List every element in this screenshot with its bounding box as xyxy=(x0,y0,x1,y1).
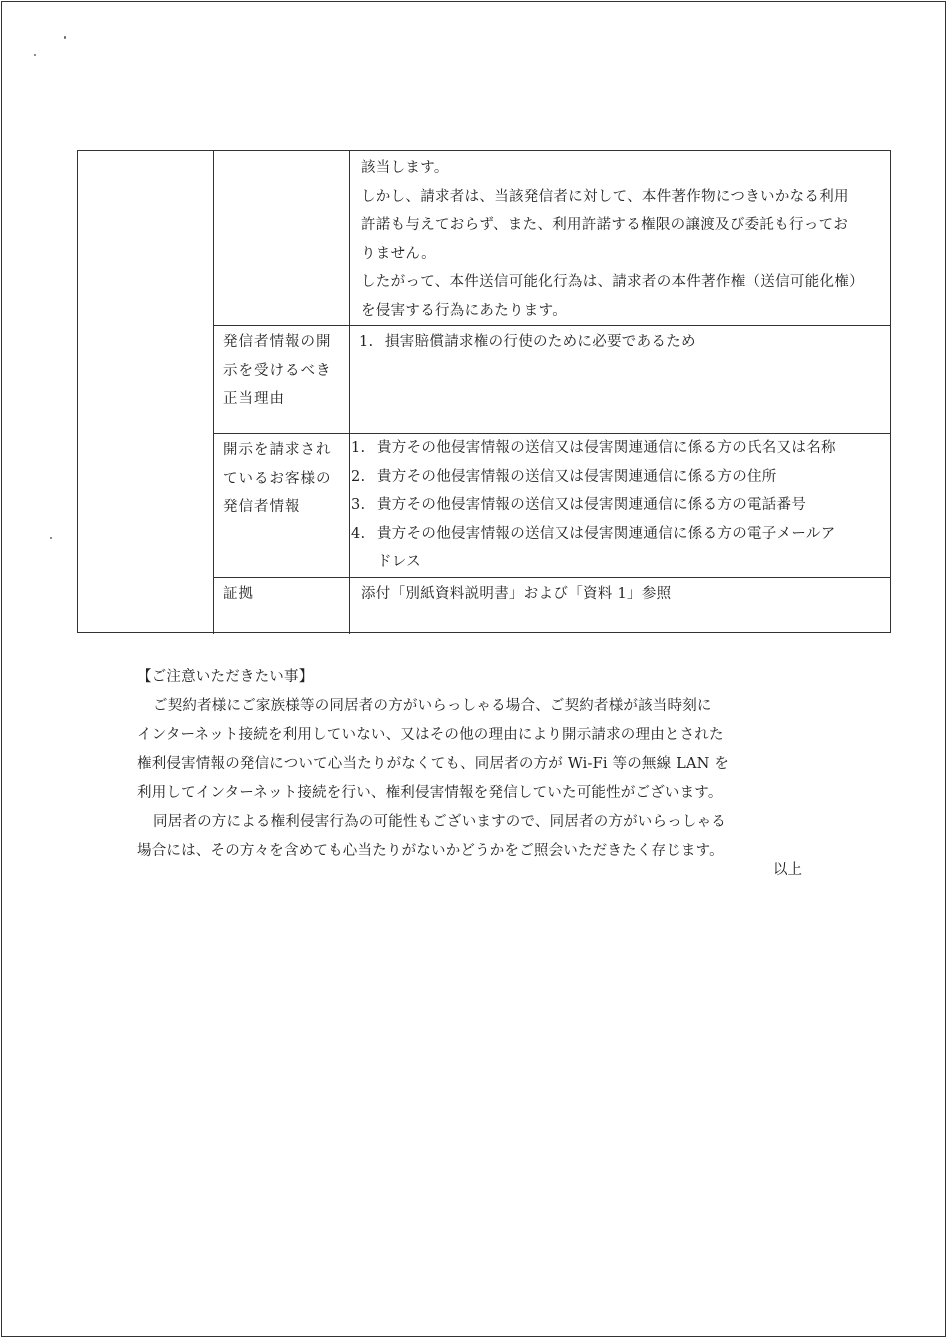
notice-paragraph-line: ご契約者様にご家族様等の同居者の方がいらっしゃる場合、ご契約者様が該当時刻に xyxy=(153,698,712,714)
text-line: りません。 xyxy=(361,245,436,262)
legitimate-reason-label xyxy=(223,328,332,414)
list-number: 1. xyxy=(351,440,366,456)
disclosure-info-table xyxy=(77,150,891,633)
label-line: 発信者情報 xyxy=(223,499,301,515)
requested-info-cell xyxy=(351,434,836,577)
list-text: ドレス xyxy=(377,554,421,570)
closing-mark: 以上 xyxy=(773,862,802,878)
notice-heading: 【ご注意いただきたい事】 xyxy=(137,669,314,685)
text-line: 許諾も与えておらず、また、利用許諾する権限の譲渡及び委託も行ってお xyxy=(361,217,849,233)
evidence-cell: 添付「別紙資料説明書」および「資料 1」参照 xyxy=(361,586,672,602)
text-line: 該当します。 xyxy=(361,160,449,176)
list-item xyxy=(351,491,836,520)
notice-paragraph-line: 場合には、その方々を含めても心当たりがないかどうかをご照会いただきたく存じます。 xyxy=(137,843,724,859)
list-item-continuation xyxy=(351,548,836,577)
text-line: しかし、請求者は、当該発信者に対して、本件著作物につきいかなる利用 xyxy=(361,188,849,205)
list-text: 貴方その他侵害情報の送信又は侵害関連通信に係る方の氏名又は名称 xyxy=(377,440,836,456)
notice-paragraph-line: インターネット接続を利用していない、又はその他の理由により開示請求の理由とされた xyxy=(137,727,724,743)
list-number: 2. xyxy=(351,468,366,485)
list-text: 貴方その他侵害情報の送信又は侵害関連通信に係る方の住所 xyxy=(377,468,777,485)
list-number: 3. xyxy=(351,497,366,513)
text-line: したがって、本件送信可能化行為は、請求者の本件著作権（送信可能化権） xyxy=(361,274,864,290)
list-number: 1. xyxy=(359,334,374,350)
table-row-divider xyxy=(213,325,891,326)
table-row-divider xyxy=(213,577,891,578)
list-item xyxy=(359,328,696,357)
table-column-divider xyxy=(349,151,350,634)
notice-paragraph-line: 同居者の方による権利侵害行為の可能性もございますので、同居者の方がいらっしゃる xyxy=(153,814,727,830)
list-text: 貴方その他侵害情報の送信又は侵害関連通信に係る方の電話番号 xyxy=(377,497,807,513)
notice-paragraph-line: 利用してインターネット接続を行い、権利侵害情報を発信していた可能性がございます。 xyxy=(137,785,723,801)
list-item xyxy=(351,434,836,463)
scan-speck xyxy=(34,54,36,56)
label-line: 正当理由 xyxy=(223,391,285,407)
list-item xyxy=(351,463,836,492)
list-item xyxy=(351,520,836,549)
infringement-explanation-cell xyxy=(361,154,864,325)
legitimate-reason-cell xyxy=(359,328,696,357)
requested-info-label xyxy=(223,436,332,522)
list-number: 4. xyxy=(351,525,366,542)
scan-speck xyxy=(50,537,52,539)
scan-speck xyxy=(64,36,66,39)
label-line: 発信者情報の開 xyxy=(223,334,332,350)
list-text: 損害賠償請求権の行使のために必要であるため xyxy=(385,334,696,350)
label-line: 示を受けるべき xyxy=(223,362,332,379)
notice-paragraph-line: 権利侵害情報の発信について心当たりがなくても、同居者の方が Wi-Fi 等の無線 LAN を xyxy=(137,756,730,772)
notice-section xyxy=(137,663,809,866)
evidence-label: 証拠 xyxy=(223,586,254,602)
list-text: 貴方その他侵害情報の送信又は侵害関連通信に係る方の電子メールア xyxy=(377,525,836,542)
text-line: を侵害する行為にあたります。 xyxy=(361,302,568,319)
label-line: 開示を請求され xyxy=(223,442,332,458)
label-line: ているお客様の xyxy=(223,470,332,487)
table-column-divider xyxy=(213,151,214,634)
